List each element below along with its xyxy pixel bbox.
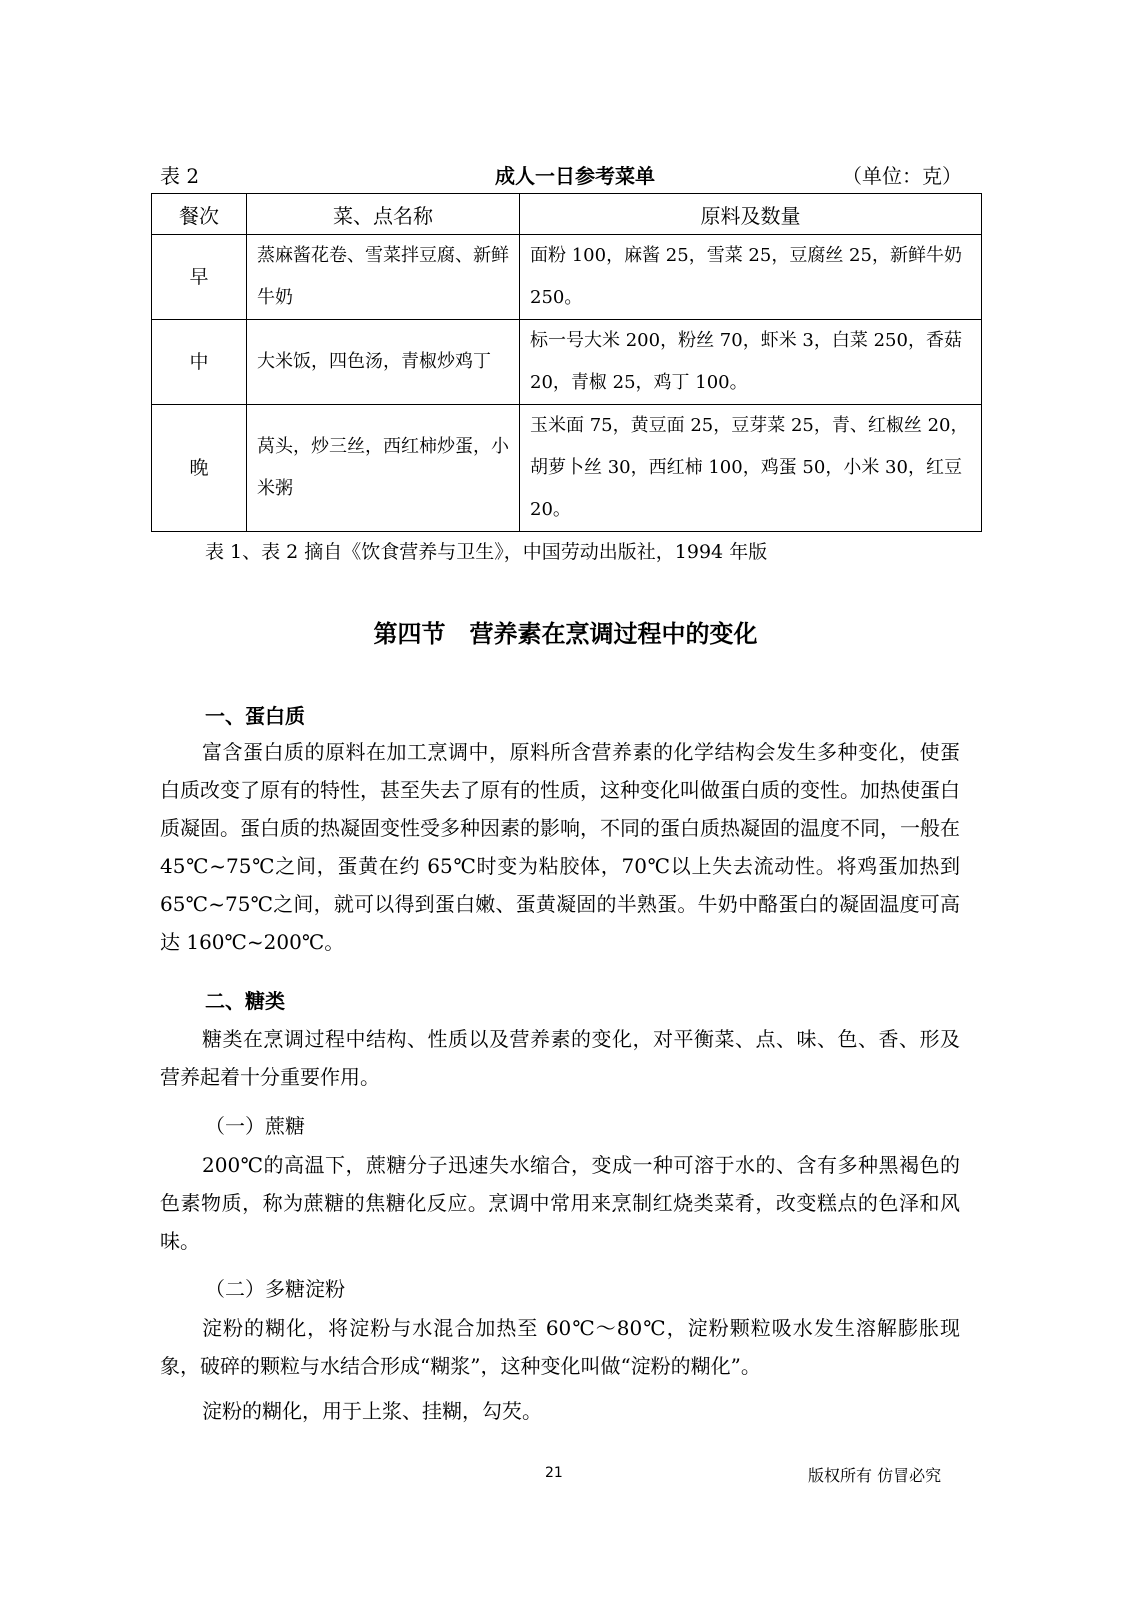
table-caption: [160, 160, 990, 192]
menu-table: [151, 193, 982, 532]
table-row: [152, 405, 982, 532]
ingredients-cell: 玉米面 75，黄豆面 25，豆芽菜 25，青、红椒丝 20，胡萝卜丝 30，西红柿 100，鸡蛋 50，小米 30，红豆 20。: [520, 405, 982, 532]
ingredients-cell: 标一号大米 200，粉丝 70，虾米 3，白菜 250，香菇 20，青椒 25，鸡丁 100。: [520, 320, 982, 405]
table-row: [152, 320, 982, 405]
header-dishes: 菜、点名称: [247, 194, 520, 235]
starch-heading: （二）多糖淀粉: [205, 1277, 345, 1301]
meal-cell: 早: [152, 235, 247, 320]
sugars-heading: 二、糖类: [205, 989, 285, 1013]
page-number: 21: [545, 1465, 563, 1481]
sucrose-heading: （一）蔗糖: [205, 1114, 305, 1138]
source-note: 表 1、表 2 摘自《饮食营养与卫生》，中国劳动出版社，1994 年版: [205, 541, 768, 563]
meal-cell: 晚: [152, 405, 247, 532]
dishes-cell: 蒸麻酱花卷、雪菜拌豆腐、新鲜牛奶: [247, 235, 520, 320]
protein-paragraph: 富含蛋白质的原料在加工烹调中，原料所含营养素的化学结构会发生多种变化，使蛋白质改变了原有的特性，甚至失去了原有的性质，这种变化叫做蛋白质的变性。加热使蛋白质凝固。蛋白质的热凝固变性受多种因素的影响，不同的蛋白质热凝固的温度不同，一般在 45℃~75℃之间，蛋黄在约 65℃时变为粘胶体，70℃以上失去流动性。将鸡蛋加热到 65℃~75℃之间，就可以得到蛋白嫩、蛋黄凝固的半熟蛋。牛奶中酪蛋白的凝固温度可高达 160℃~200℃。: [160, 740, 960, 954]
table-unit: （单位：克）: [842, 164, 962, 188]
dishes-cell: 莴头，炒三丝，西红柿炒蛋，小米粥: [247, 405, 520, 532]
starch-paragraph-2: 淀粉的糊化，用于上浆、挂糊，勾芡。: [202, 1399, 542, 1423]
table-header-row: [152, 194, 982, 235]
header-ingredients: 原料及数量: [520, 194, 982, 235]
section-title: 第四节 营养素在烹调过程中的变化: [373, 620, 758, 648]
sugars-intro: 糖类在烹调过程中结构、性质以及营养素的变化，对平衡菜、点、味、色、香、形及营养起着十分重要作用。: [160, 1027, 960, 1089]
table-number: 表 2: [160, 164, 200, 188]
starch-paragraph-1: 淀粉的糊化，将淀粉与水混合加热至 60℃～80℃，淀粉颗粒吸水发生溶解膨胀现象，破碎的颗粒与水结合形成“糊浆”，这种变化叫做“淀粉的糊化”。: [160, 1316, 960, 1378]
header-meal: 餐次: [152, 194, 247, 235]
dishes-cell: 大米饭，四色汤，青椒炒鸡丁: [247, 320, 520, 405]
table-title: 成人一日参考菜单: [495, 164, 655, 188]
table-row: [152, 235, 982, 320]
ingredients-cell: 面粉 100，麻酱 25，雪菜 25，豆腐丝 25，新鲜牛奶 250。: [520, 235, 982, 320]
copyright-notice: 版权所有 仿冒必究: [808, 1466, 942, 1485]
protein-heading: 一、蛋白质: [205, 704, 305, 728]
sucrose-paragraph: 200℃的高温下，蔗糖分子迅速失水缩合，变成一种可溶于水的、含有多种黑褐色的色素物质，称为蔗糖的焦糖化反应。烹调中常用来烹制红烧类菜肴，改变糕点的色泽和风味。: [160, 1153, 960, 1253]
meal-cell: 中: [152, 320, 247, 405]
